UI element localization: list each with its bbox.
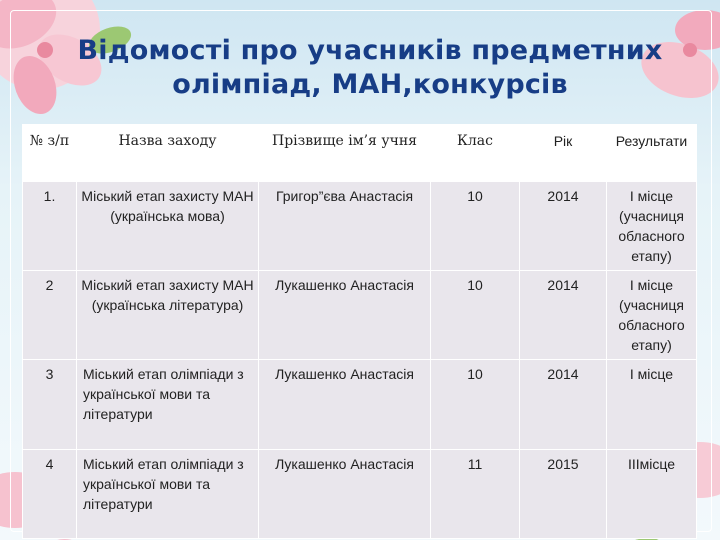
header-event-name: Назва заходу bbox=[77, 125, 259, 182]
header-results: Результати bbox=[607, 125, 697, 182]
cell-year: 2015 bbox=[520, 450, 607, 539]
table-row bbox=[23, 271, 697, 360]
page-title bbox=[40, 34, 700, 102]
header-student-name: Прізвище ім’я учня bbox=[259, 125, 431, 182]
cell-class: 11 bbox=[431, 450, 520, 539]
cell-student-name: Лукашенко Анастасія bbox=[259, 271, 431, 360]
cell-result: І місце bbox=[607, 360, 697, 450]
cell-year: 2014 bbox=[520, 182, 607, 271]
cell-class: 10 bbox=[431, 360, 520, 450]
cell-result: ІІІмісце bbox=[607, 450, 697, 539]
cell-number: 2 bbox=[23, 271, 77, 360]
cell-year: 2014 bbox=[520, 360, 607, 450]
cell-number: 3 bbox=[23, 360, 77, 450]
header-number: № з/п bbox=[23, 125, 77, 182]
cell-result: І місце (учасниця обласного етапу) bbox=[607, 182, 697, 271]
cell-class: 10 bbox=[431, 182, 520, 271]
title-line-1: Відомості про учасників предметних bbox=[77, 35, 663, 66]
cell-student-name: Григор”єва Анастасія bbox=[259, 182, 431, 271]
cell-number: 1. bbox=[23, 182, 77, 271]
title-line-2: олімпіад, МАН,конкурсів bbox=[172, 69, 568, 100]
table-row bbox=[23, 182, 697, 271]
table-row bbox=[23, 360, 697, 450]
participants-table bbox=[22, 124, 697, 539]
table-row bbox=[23, 450, 697, 539]
header-class: Клас bbox=[431, 125, 520, 182]
cell-event-name: Міський етап захисту МАН (українська мова) bbox=[77, 182, 259, 271]
cell-student-name: Лукашенко Анастасія bbox=[259, 450, 431, 539]
cell-year: 2014 bbox=[520, 271, 607, 360]
cell-event-name: Міський етап захисту МАН (українська література) bbox=[77, 271, 259, 360]
cell-number: 4 bbox=[23, 450, 77, 539]
cell-student-name: Лукашенко Анастасія bbox=[259, 360, 431, 450]
cell-result: І місце (учасниця обласного етапу) bbox=[607, 271, 697, 360]
cell-class: 10 bbox=[431, 271, 520, 360]
table-header-row bbox=[23, 125, 697, 182]
cell-event-name: Міський етап олімпіади з української мови та літератури bbox=[77, 360, 259, 450]
header-year: Рік bbox=[520, 125, 607, 182]
cell-event-name: Міський етап олімпіади з української мови та літератури bbox=[77, 450, 259, 539]
